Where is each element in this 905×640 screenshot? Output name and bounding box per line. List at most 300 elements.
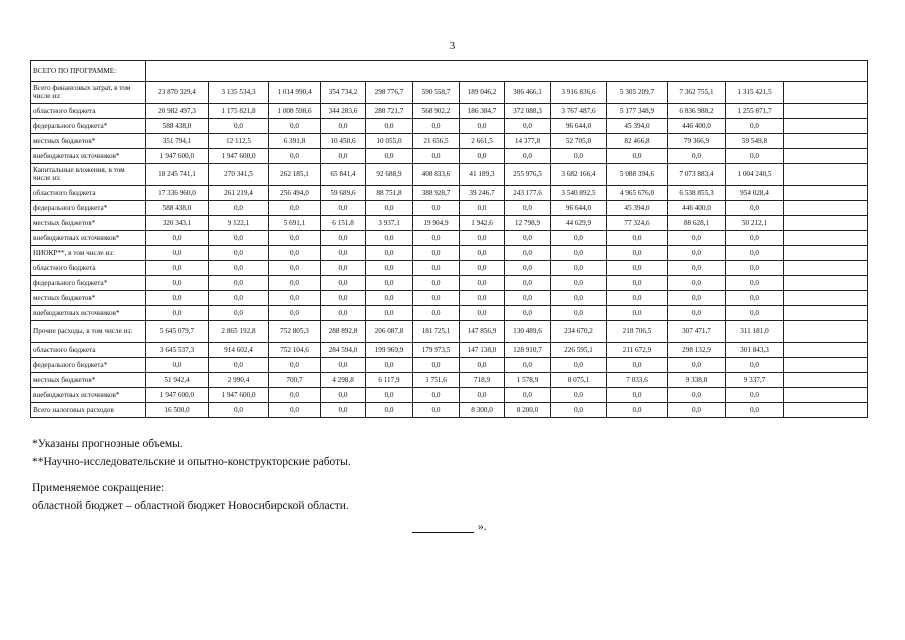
row-value: 0,0 (460, 388, 505, 403)
row-value: 0,0 (321, 403, 366, 418)
row-value: 6 151,8 (321, 216, 366, 231)
row-value: 0,0 (269, 358, 321, 373)
row-label: областного бюджета (31, 104, 146, 119)
row-value: 0,0 (366, 403, 413, 418)
row-empty-cell (784, 82, 868, 104)
row-value: 0,0 (366, 149, 413, 164)
row-value: 1 175 821,8 (209, 104, 269, 119)
row-empty-cell (784, 104, 868, 119)
row-empty-cell (784, 216, 868, 231)
row-empty-cell (784, 306, 868, 321)
row-empty-cell (784, 403, 868, 418)
row-value: 211 672,9 (607, 343, 668, 358)
row-empty-cell (784, 276, 868, 291)
row-value: 92 688,9 (366, 164, 413, 186)
row-value: 0,0 (726, 246, 784, 261)
row-label: Всего финансовых затрат, в том числе из: (31, 82, 146, 104)
row-value: 59 689,6 (321, 186, 366, 201)
row-value: 255 976,5 (505, 164, 551, 186)
row-value: 0,0 (726, 388, 784, 403)
row-value: 0,0 (146, 291, 209, 306)
row-value: 386 466,1 (505, 82, 551, 104)
row-value: 0,0 (269, 403, 321, 418)
row-value: 261 219,4 (209, 186, 269, 201)
table-row (31, 306, 868, 321)
row-value: 5 691,1 (269, 216, 321, 231)
row-value: 1 942,6 (460, 216, 505, 231)
row-value: 0,0 (146, 246, 209, 261)
row-value: 4 298,8 (321, 373, 366, 388)
row-value: 0,0 (321, 201, 366, 216)
row-value: 6 538 855,3 (668, 186, 726, 201)
row-value: 0,0 (321, 388, 366, 403)
row-value: 1 578,9 (505, 373, 551, 388)
row-empty-cell (784, 119, 868, 134)
row-value: 0,0 (726, 201, 784, 216)
row-value: 0,0 (321, 261, 366, 276)
row-value: 206 087,8 (366, 321, 413, 343)
row-value: 700,7 (269, 373, 321, 388)
row-value: 218 706,5 (607, 321, 668, 343)
row-label: федерального бюджета* (31, 119, 146, 134)
row-empty-cell (784, 164, 868, 186)
row-value: 446 400,0 (668, 119, 726, 134)
row-value: 0,0 (209, 261, 269, 276)
row-empty-cell (784, 373, 868, 388)
table-row (31, 261, 868, 276)
row-value: 0,0 (551, 306, 607, 321)
row-value: 0,0 (209, 246, 269, 261)
row-value: 298 776,7 (366, 82, 413, 104)
row-value: 0,0 (551, 276, 607, 291)
row-value: 311 181,0 (726, 321, 784, 343)
row-value: 4 965 676,0 (607, 186, 668, 201)
row-value: 0,0 (460, 306, 505, 321)
row-value: 21 656,5 (413, 134, 460, 149)
row-value: 0,0 (146, 358, 209, 373)
row-value: 8 075,1 (551, 373, 607, 388)
row-value: 0,0 (505, 201, 551, 216)
row-value: 6 117,9 (366, 373, 413, 388)
row-value: 96 644,0 (551, 201, 607, 216)
table-row (31, 201, 868, 216)
row-value: 0,0 (726, 276, 784, 291)
note-forecast: *Указаны прогнозные объемы. (32, 438, 183, 450)
row-value: 17 336 960,0 (146, 186, 209, 201)
row-value: 0,0 (607, 149, 668, 164)
row-value: 0,0 (668, 403, 726, 418)
row-value: 1 947 600,0 (209, 388, 269, 403)
row-value: 226 595,1 (551, 343, 607, 358)
row-value: 6 836 988,2 (668, 104, 726, 119)
row-label: местных бюджетов* (31, 291, 146, 306)
row-value: 0,0 (505, 149, 551, 164)
row-value: 0,0 (726, 119, 784, 134)
table-row (31, 276, 868, 291)
row-value: 128 910,7 (505, 343, 551, 358)
table-header-row (31, 61, 868, 82)
row-value: 0,0 (607, 231, 668, 246)
row-value: 0,0 (209, 276, 269, 291)
row-value: 0,0 (413, 201, 460, 216)
row-value: 79 366,9 (668, 134, 726, 149)
row-value: 0,0 (366, 291, 413, 306)
row-value: 351 794,1 (146, 134, 209, 149)
table-row (31, 216, 868, 231)
row-label: областного бюджета (31, 186, 146, 201)
row-value: 14 377,8 (505, 134, 551, 149)
row-value: 7 362 755,1 (668, 82, 726, 104)
row-value: 0,0 (413, 403, 460, 418)
row-value: 0,0 (209, 201, 269, 216)
row-value: 0,0 (551, 231, 607, 246)
table-header-label: ВСЕГО ПО ПРОГРАММЕ: (31, 61, 146, 82)
row-value: 0,0 (366, 388, 413, 403)
row-value: 3 540 892,5 (551, 186, 607, 201)
row-value: 0,0 (366, 261, 413, 276)
row-value: 718,9 (460, 373, 505, 388)
row-value: 45 394,0 (607, 119, 668, 134)
closing-line (412, 521, 487, 533)
row-label: внебюджетных источников* (31, 306, 146, 321)
row-value: 3 682 166,4 (551, 164, 607, 186)
row-value: 0,0 (366, 231, 413, 246)
row-value: 372 088,3 (505, 104, 551, 119)
row-label: Прочие расходы, в том числе из: (31, 321, 146, 343)
row-value: 954 028,4 (726, 186, 784, 201)
row-value: 0,0 (366, 306, 413, 321)
row-value: 0,0 (146, 261, 209, 276)
row-value: 0,0 (505, 261, 551, 276)
row-value: 590 558,7 (413, 82, 460, 104)
row-value: 354 734,2 (321, 82, 366, 104)
row-value: 0,0 (551, 358, 607, 373)
row-value: 0,0 (321, 306, 366, 321)
row-value: 0,0 (505, 246, 551, 261)
row-value: 59 549,8 (726, 134, 784, 149)
row-value: 0,0 (726, 358, 784, 373)
table-row (31, 231, 868, 246)
row-value: 408 833,6 (413, 164, 460, 186)
row-empty-cell (784, 321, 868, 343)
row-value: 96 644,0 (551, 119, 607, 134)
row-value: 234 670,2 (551, 321, 607, 343)
row-value: 0,0 (460, 231, 505, 246)
row-value: 181 725,1 (413, 321, 460, 343)
table-row (31, 343, 868, 358)
row-empty-cell (784, 231, 868, 246)
row-value: 320 343,1 (146, 216, 209, 231)
row-value: 0,0 (269, 306, 321, 321)
row-label: местных бюджетов* (31, 134, 146, 149)
row-value: 0,0 (413, 358, 460, 373)
row-value: 301 843,3 (726, 343, 784, 358)
row-label: областного бюджета (31, 343, 146, 358)
row-value: 0,0 (607, 403, 668, 418)
row-value: 0,0 (209, 306, 269, 321)
row-value: 6 391,8 (269, 134, 321, 149)
row-value: 284 594,0 (321, 343, 366, 358)
row-value: 7 033,6 (607, 373, 668, 388)
row-value: 588 438,0 (146, 201, 209, 216)
row-label: федерального бюджета* (31, 358, 146, 373)
abbreviation-title: Применяемое сокращение: (32, 482, 165, 494)
row-value: 0,0 (269, 246, 321, 261)
row-value: 0,0 (209, 231, 269, 246)
row-label: местных бюджетов* (31, 216, 146, 231)
row-value: 1 255 871,7 (726, 104, 784, 119)
row-value: 0,0 (460, 149, 505, 164)
row-value: 41 189,3 (460, 164, 505, 186)
row-value: 0,0 (505, 306, 551, 321)
row-value: 45 394,0 (607, 201, 668, 216)
row-value: 3 937,1 (366, 216, 413, 231)
row-value: 19 904,9 (413, 216, 460, 231)
table-row (31, 373, 868, 388)
row-value: 51 942,4 (146, 373, 209, 388)
row-empty-cell (784, 388, 868, 403)
row-value: 9 338,8 (668, 373, 726, 388)
row-value: 288 721,7 (366, 104, 413, 119)
row-value: 130 489,6 (505, 321, 551, 343)
row-value: 0,0 (366, 276, 413, 291)
row-value: 0,0 (269, 291, 321, 306)
row-value: 0,0 (460, 261, 505, 276)
row-value: 1 947 600,0 (146, 388, 209, 403)
row-value: 0,0 (505, 388, 551, 403)
row-value: 0,0 (668, 388, 726, 403)
row-value: 0,0 (460, 246, 505, 261)
row-value: 0,0 (505, 119, 551, 134)
row-value: 344 283,6 (321, 104, 366, 119)
row-value: 0,0 (505, 358, 551, 373)
row-empty-cell (784, 201, 868, 216)
row-label: Капитальные вложения, в том числе из: (31, 164, 146, 186)
row-label: внебюджетных источников* (31, 149, 146, 164)
row-value: 0,0 (413, 388, 460, 403)
closing-quote: ». (478, 521, 487, 533)
row-value: 0,0 (321, 291, 366, 306)
row-value: 0,0 (209, 358, 269, 373)
table-row (31, 388, 868, 403)
row-value: 3 767 487,6 (551, 104, 607, 119)
row-value: 0,0 (413, 306, 460, 321)
row-value: 1 315 421,5 (726, 82, 784, 104)
table-header-blank (146, 61, 868, 82)
row-value: 0,0 (269, 231, 321, 246)
row-value: 1 014 990,4 (269, 82, 321, 104)
row-value: 1 947 600,0 (146, 149, 209, 164)
row-value: 0,0 (146, 306, 209, 321)
row-value: 65 841,4 (321, 164, 366, 186)
row-value: 262 185,1 (269, 164, 321, 186)
row-value: 1 004 240,5 (726, 164, 784, 186)
row-value: 0,0 (269, 201, 321, 216)
row-value: 0,0 (726, 291, 784, 306)
row-value: 189 046,2 (460, 82, 505, 104)
row-value: 1 947 600,0 (209, 149, 269, 164)
row-empty-cell (784, 134, 868, 149)
row-value: 0,0 (413, 291, 460, 306)
row-value: 0,0 (146, 231, 209, 246)
row-value: 5 305 209,7 (607, 82, 668, 104)
row-value: 0,0 (269, 388, 321, 403)
row-value: 16 500,0 (146, 403, 209, 418)
row-value: 0,0 (460, 201, 505, 216)
row-value: 0,0 (668, 261, 726, 276)
row-value: 0,0 (269, 149, 321, 164)
row-value: 147 856,9 (460, 321, 505, 343)
row-label: местных бюджетов* (31, 373, 146, 388)
row-value: 77 324,6 (607, 216, 668, 231)
row-value: 0,0 (413, 119, 460, 134)
table-row (31, 403, 868, 418)
row-value: 3 135 534,3 (209, 82, 269, 104)
row-value: 0,0 (269, 119, 321, 134)
row-value: 0,0 (413, 246, 460, 261)
row-value: 0,0 (269, 276, 321, 291)
row-empty-cell (784, 261, 868, 276)
row-label: внебюджетных источников* (31, 388, 146, 403)
table-row (31, 119, 868, 134)
row-value: 12 798,9 (505, 216, 551, 231)
table-row (31, 164, 868, 186)
row-value: 10 055,0 (366, 134, 413, 149)
row-value: 0,0 (551, 388, 607, 403)
row-value: 0,0 (726, 403, 784, 418)
row-value: 0,0 (413, 231, 460, 246)
row-value: 8 300,0 (460, 403, 505, 418)
row-empty-cell (784, 149, 868, 164)
abbreviation-text: областной бюджет – областной бюджет Новосибирской области. (32, 500, 349, 512)
row-value: 9 122,1 (209, 216, 269, 231)
row-value: 0,0 (668, 358, 726, 373)
row-label: Всего налоговых расходов (31, 403, 146, 418)
signature-blank (412, 521, 474, 533)
page-number: 3 (449, 40, 456, 52)
row-value: 18 245 741,1 (146, 164, 209, 186)
row-value: 0,0 (668, 149, 726, 164)
row-value: 0,0 (668, 291, 726, 306)
table-row (31, 104, 868, 119)
table-row (31, 291, 868, 306)
row-value: 186 384,7 (460, 104, 505, 119)
row-value: 0,0 (209, 291, 269, 306)
row-value: 1 008 598,6 (269, 104, 321, 119)
row-value: 0,0 (668, 246, 726, 261)
row-value: 0,0 (726, 261, 784, 276)
table-row (31, 134, 868, 149)
row-value: 0,0 (726, 231, 784, 246)
row-value: 752 104,6 (269, 343, 321, 358)
row-value: 0,0 (551, 291, 607, 306)
row-value: 914 602,4 (209, 343, 269, 358)
row-value: 50 212,1 (726, 216, 784, 231)
row-value: 0,0 (209, 119, 269, 134)
row-value: 0,0 (551, 403, 607, 418)
row-value: 39 246,7 (460, 186, 505, 201)
table-row (31, 321, 868, 343)
row-value: 2 865 192,8 (209, 321, 269, 343)
row-value: 88 751,8 (366, 186, 413, 201)
row-value: 0,0 (321, 231, 366, 246)
table-row (31, 149, 868, 164)
row-value: 2 661,5 (460, 134, 505, 149)
row-value: 243 177,6 (505, 186, 551, 201)
row-value: 0,0 (607, 276, 668, 291)
row-value: 5 088 394,6 (607, 164, 668, 186)
row-value: 288 892,8 (321, 321, 366, 343)
row-empty-cell (784, 186, 868, 201)
row-value: 0,0 (726, 149, 784, 164)
row-value: 52 705,0 (551, 134, 607, 149)
row-label: федерального бюджета* (31, 201, 146, 216)
row-value: 0,0 (551, 149, 607, 164)
row-value: 0,0 (321, 119, 366, 134)
row-empty-cell (784, 246, 868, 261)
row-label: внебюджетных источников* (31, 231, 146, 246)
row-value: 0,0 (321, 246, 366, 261)
table-row (31, 246, 868, 261)
row-value: 0,0 (460, 119, 505, 134)
row-value: 10 450,6 (321, 134, 366, 149)
row-value: 0,0 (366, 119, 413, 134)
row-value: 0,0 (269, 261, 321, 276)
row-empty-cell (784, 358, 868, 373)
row-value: 0,0 (668, 276, 726, 291)
row-value: 752 805,3 (269, 321, 321, 343)
row-value: 0,0 (460, 276, 505, 291)
row-value: 0,0 (321, 149, 366, 164)
row-value: 147 138,0 (460, 343, 505, 358)
row-value: 1 751,6 (413, 373, 460, 388)
row-value: 0,0 (551, 246, 607, 261)
row-value: 388 928,7 (413, 186, 460, 201)
row-value: 0,0 (668, 231, 726, 246)
row-value: 88 628,1 (668, 216, 726, 231)
row-value: 179 973,5 (413, 343, 460, 358)
row-value: 0,0 (607, 261, 668, 276)
row-value: 0,0 (505, 231, 551, 246)
table-row (31, 82, 868, 104)
row-value: 3 645 537,3 (146, 343, 209, 358)
row-value: 199 969,9 (366, 343, 413, 358)
row-value: 0,0 (209, 403, 269, 418)
row-value: 588 438,0 (146, 119, 209, 134)
note-niokr: **Научно-исследовательские и опытно-конструкторские работы. (32, 456, 351, 468)
row-value: 0,0 (321, 358, 366, 373)
table-row (31, 358, 868, 373)
row-value: 0,0 (607, 306, 668, 321)
row-value: 0,0 (668, 306, 726, 321)
row-value: 0,0 (607, 388, 668, 403)
row-empty-cell (784, 343, 868, 358)
row-value: 7 073 883,4 (668, 164, 726, 186)
row-value: 0,0 (460, 291, 505, 306)
row-value: 307 471,7 (668, 321, 726, 343)
row-value: 0,0 (366, 201, 413, 216)
row-value: 82 466,8 (607, 134, 668, 149)
row-label: областного бюджета (31, 261, 146, 276)
row-value: 0,0 (726, 306, 784, 321)
row-value: 0,0 (366, 358, 413, 373)
row-value: 44 629,9 (551, 216, 607, 231)
row-value: 256 494,0 (269, 186, 321, 201)
row-value: 0,0 (607, 291, 668, 306)
row-empty-cell (784, 291, 868, 306)
row-label: федерального бюджета* (31, 276, 146, 291)
row-value: 0,0 (413, 149, 460, 164)
